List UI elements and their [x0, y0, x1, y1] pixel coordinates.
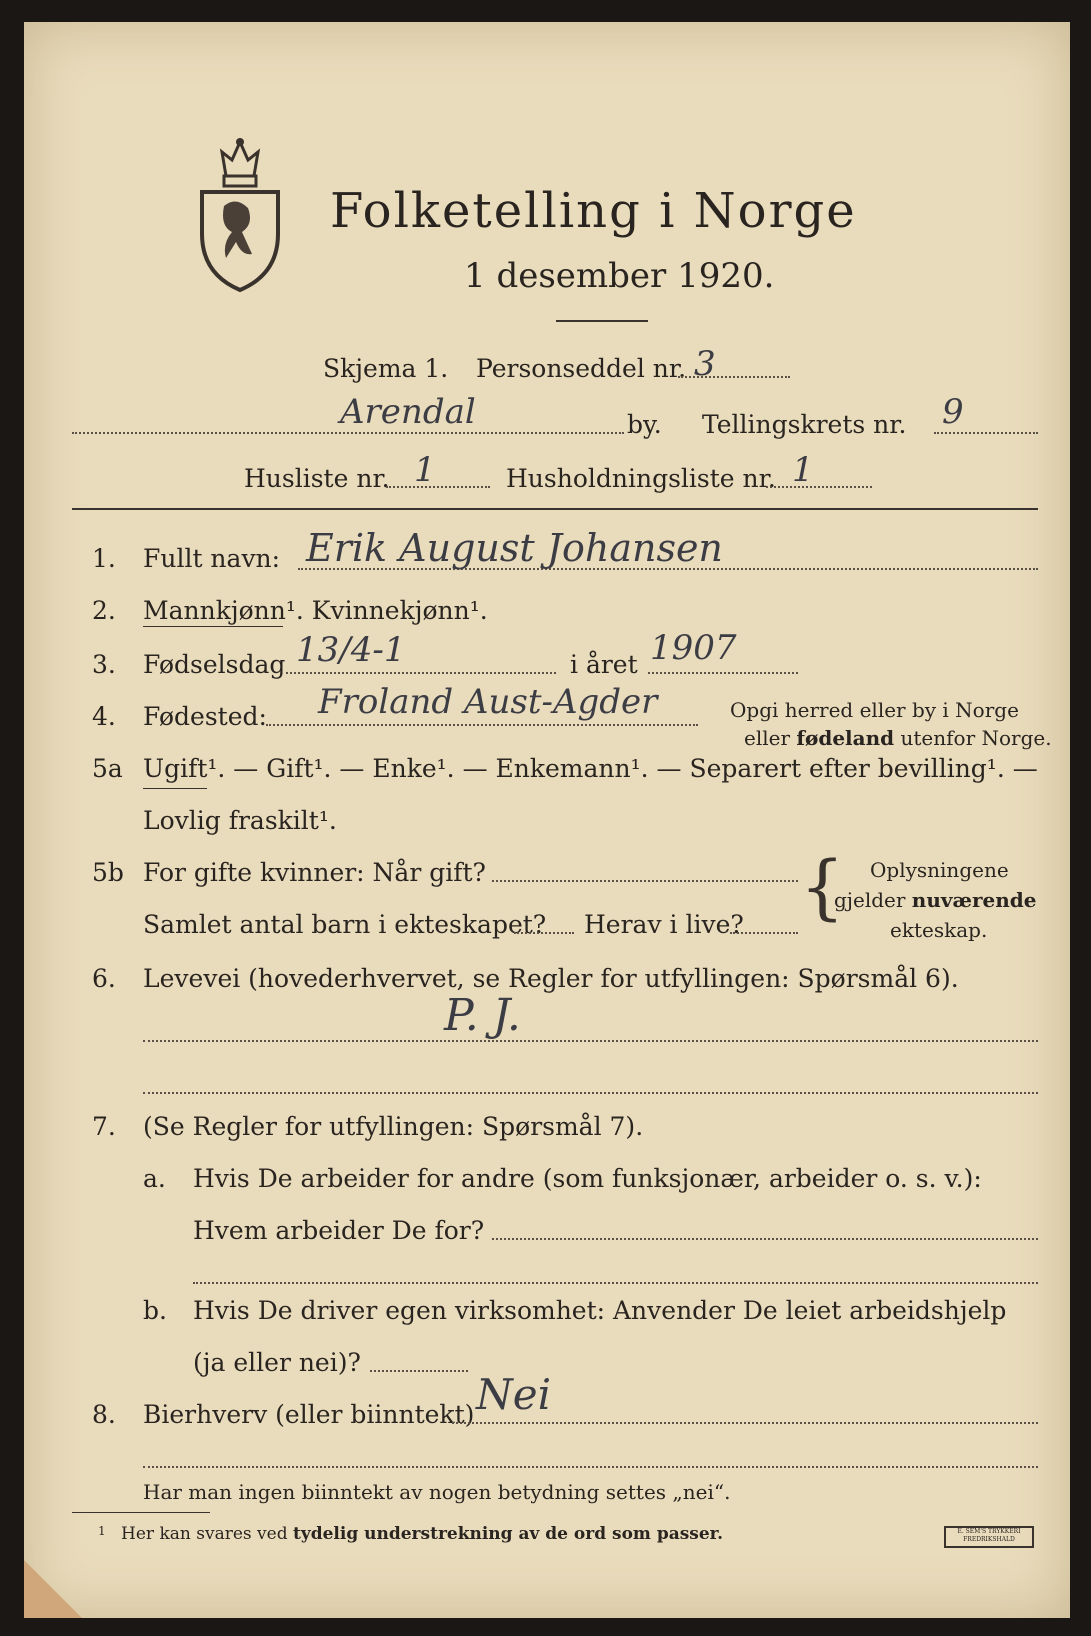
gender-underline — [143, 626, 283, 627]
tellingskrets-value: 9 — [942, 392, 964, 432]
q1-label: Fullt navn: — [143, 544, 281, 573]
q5b-note-line1: Oplysningene — [870, 858, 1009, 882]
note-text-bold: fødeland — [796, 726, 895, 750]
q7b-line2: (ja eller nei)? — [193, 1348, 361, 1377]
children-alive-label: Herav i live? — [584, 910, 744, 939]
q5b-note-line3: ekteskap. — [890, 918, 988, 942]
employer-field-line1[interactable] — [492, 1238, 1038, 1240]
printer-stamp: E. SEM'S TRYKKERI FREDRIKSHALD — [944, 1526, 1034, 1548]
children-alive-field[interactable] — [730, 932, 798, 934]
occupation-value: P. J. — [444, 990, 521, 1041]
marital-status-options: Ugift¹. — Gift¹. — Enke¹. — Enkemann¹. — Separert efter bevilling¹. — — [143, 754, 1038, 783]
marital-status-line2: Lovlig fraskilt¹. — [143, 806, 337, 835]
ugift-underline — [143, 788, 207, 789]
q7-label: (Se Regler for utfyllingen: Spørsmål 7). — [143, 1112, 644, 1141]
q3-label: Fødselsdag — [143, 650, 286, 679]
birthplace-field[interactable] — [266, 724, 698, 726]
q7b-line1: Hvis De driver egen virksomhet: Anvender De leiet arbeidshjelp — [193, 1296, 1007, 1325]
husholdning-field[interactable] — [766, 486, 872, 488]
birthplace-value: Froland Aust-Agder — [318, 682, 658, 722]
husliste-field[interactable] — [386, 486, 490, 488]
birthday-field[interactable] — [286, 672, 556, 674]
q4-label: Fødested: — [143, 702, 267, 731]
form-title: Folketelling i Norge — [330, 183, 857, 239]
year-label: i året — [570, 650, 638, 679]
by-label: by. — [627, 410, 662, 439]
tellingskrets-label: Tellingskrets nr. — [702, 410, 907, 439]
q5a-number: 5a — [92, 754, 123, 783]
q5b-note-line2 — [834, 888, 1037, 912]
title-underline — [556, 320, 648, 322]
q5b-note-pre: gjelder — [834, 888, 906, 912]
footnote — [98, 1524, 723, 1544]
norway-coat-of-arms-icon — [196, 134, 284, 294]
tellingskrets-field[interactable] — [934, 432, 1038, 434]
husliste-label: Husliste nr. — [244, 464, 390, 493]
personseddel-label: Personseddel nr. — [476, 354, 687, 383]
side-income-field-line2[interactable] — [143, 1466, 1038, 1468]
q7a-line2: Hvem arbeider De for? — [193, 1216, 485, 1245]
q6-label: Levevei (hovederhvervet, se Regler for utfyllingen: Spørsmål 6). — [143, 964, 959, 993]
note-text-pre: eller — [744, 726, 791, 750]
skjema-label: Skjema 1. — [323, 354, 449, 383]
q4-number: 4. — [92, 702, 116, 731]
q8-label: Bierhverv (eller biinntekt) — [143, 1400, 475, 1429]
side-income-value: Nei — [476, 1370, 552, 1419]
side-income-field[interactable] — [452, 1422, 1038, 1424]
occupation-field-line1[interactable] — [143, 1040, 1038, 1042]
q5b-number: 5b — [92, 858, 124, 887]
personseddel-value: 3 — [694, 344, 716, 384]
employer-field-line2[interactable] — [193, 1282, 1038, 1284]
husholdning-value: 1 — [792, 450, 814, 490]
full-name-value: Erik August Johansen — [306, 526, 723, 570]
brace: { — [800, 846, 845, 928]
q1-number: 1. — [92, 544, 116, 573]
city-value: Arendal — [340, 392, 476, 432]
q6-number: 6. — [92, 964, 116, 993]
q7a-letter: a. — [143, 1164, 166, 1193]
children-total-field[interactable] — [514, 932, 574, 934]
q8-number: 8. — [92, 1400, 116, 1429]
torn-corner — [24, 1560, 82, 1618]
birth-year-value: 1907 — [650, 628, 737, 668]
q7b-letter: b. — [143, 1296, 167, 1325]
birthplace-note-line2 — [744, 726, 1052, 750]
footnote-text-bold: tydelig understrekning av de ord som passer. — [292, 1524, 723, 1544]
side-income-note: Har man ingen biinntekt av nogen betydning settes „nei“. — [143, 1480, 731, 1504]
hired-help-field[interactable] — [370, 1370, 468, 1372]
q2-label: Mannkjønn¹. Kvinnekjønn¹. — [143, 596, 488, 625]
birthplace-note-line1: Opgi herred eller by i Norge — [730, 698, 1019, 722]
q7-number: 7. — [92, 1112, 116, 1141]
q5b-note-bold: nuværende — [911, 888, 1037, 912]
footnote-rule — [72, 1512, 210, 1513]
husholdning-label: Husholdningsliste nr. — [506, 464, 776, 493]
husliste-value: 1 — [414, 450, 436, 490]
city-field[interactable] — [72, 432, 624, 434]
note-text-post: utenfor Norge. — [900, 726, 1052, 750]
q2-number: 2. — [92, 596, 116, 625]
header-divider — [72, 508, 1038, 510]
birth-year-field[interactable] — [648, 672, 798, 674]
q3-number: 3. — [92, 650, 116, 679]
children-total-label: Samlet antal barn i ekteskapet? — [143, 910, 547, 939]
footnote-text-pre: Her kan svares ved — [121, 1524, 288, 1544]
occupation-field-line2[interactable] — [143, 1092, 1038, 1094]
census-date: 1 desember 1920. — [464, 256, 775, 296]
when-married-field[interactable] — [492, 880, 798, 882]
q7a-line1: Hvis De arbeider for andre (som funksjonær, arbeider o. s. v.): — [193, 1164, 982, 1193]
birthday-value: 13/4-1 — [296, 630, 406, 670]
married-women-label: For gifte kvinner: Når gift? — [143, 858, 486, 887]
footnote-mark: 1 — [98, 1524, 106, 1538]
